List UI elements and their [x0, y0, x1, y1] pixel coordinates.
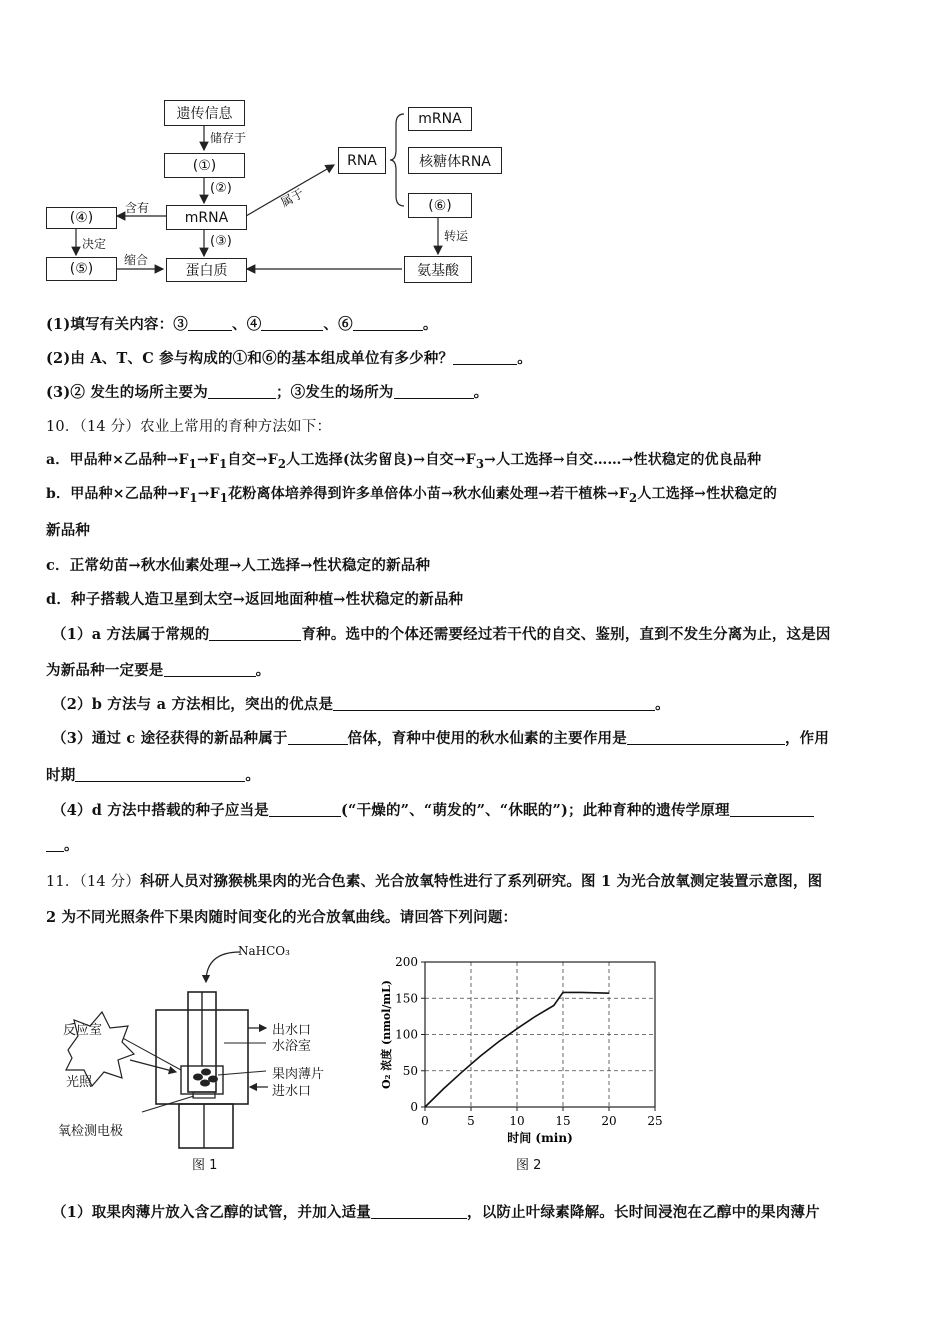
- fruit-slice-label: 果肉薄片: [272, 1067, 325, 1082]
- condense-label: 缩合: [124, 253, 149, 267]
- rna-type-mrna: mRNA: [408, 107, 472, 131]
- electrode-label: 氧检测电极: [58, 1124, 124, 1139]
- q11-sub1: （1）取果肉薄片放入含乙醇的试管，并加入适量 ，以防止叶绿素降解。长时间浸泡在乙醇中的果肉薄片: [52, 1204, 820, 1221]
- water-bath-label: 水浴室: [272, 1039, 312, 1054]
- apparatus-drawing: [30, 940, 360, 1180]
- amino-acid-box: 氨基酸: [404, 256, 472, 283]
- blank[interactable]: [394, 384, 474, 399]
- x-tick-label: 20: [601, 1114, 617, 1128]
- q10-method-b-cont: 新品种: [46, 522, 91, 539]
- outlet-label: 出水口: [272, 1023, 312, 1038]
- blank[interactable]: [46, 837, 64, 852]
- q10-method-a: a．甲品种×乙品种$\to F_1\to F_1$自交$\to F_2$人工选择(汰劣留良)→自交$\to F_3\to$人工选择→自交……→性状稳定的优良品种: [46, 452, 762, 471]
- q10-method-d: d．种子搭载人造卫星到太空→返回地面种植→性状稳定的新品种: [46, 591, 464, 608]
- q9-part3: (3)② 发生的场所主要为 ；③发生的场所为 。: [46, 384, 489, 401]
- inlet-label: 进水口: [272, 1084, 312, 1099]
- blank[interactable]: [353, 316, 423, 331]
- rna-type-6: (⑥): [408, 193, 472, 218]
- blank[interactable]: [730, 802, 814, 817]
- q10-sub4-cont: 。: [46, 834, 79, 855]
- q10-sub1: （1）a 方法属于常规的 育种。选中的个体还需要经过若干代的自交、鉴别，直到不发生分离为止，这是因: [52, 626, 831, 643]
- box-5: (⑤): [46, 257, 117, 281]
- y-tick-label: 50: [402, 1063, 418, 1078]
- blank[interactable]: [269, 802, 341, 817]
- q10-method-c: c．正常幼苗→秋水仙素处理→人工选择→性状稳定的新品种: [46, 557, 431, 574]
- o2-concentration-chart: [360, 945, 680, 1150]
- q10-sub3: （3）通过 c 途径获得的新品种属于 倍体，育种中使用的秋水仙素的主要作用是 ，作用: [52, 730, 830, 747]
- y-tick-label: 200: [395, 955, 418, 969]
- blank[interactable]: [209, 626, 301, 641]
- y-tick-label: 100: [395, 1027, 418, 1042]
- x-axis-label: 时间 (min): [507, 1131, 573, 1145]
- figure-2-caption: 图 2: [516, 1158, 542, 1173]
- belongs-to-label: 属于: [278, 186, 307, 210]
- q10-sub2: （2）b 方法与 a 方法相比，突出的优点是 。: [52, 696, 670, 713]
- blank[interactable]: [371, 1204, 467, 1219]
- decides-label: 决定: [82, 237, 107, 251]
- x-tick-label: 5: [467, 1114, 475, 1128]
- protein-box: 蛋白质: [166, 258, 247, 282]
- q11-intro-line1: 11．（14 分）科研人员对猕猴桃果肉的光合色素、光合放氧特性进行了系列研究。图 1 为光合放氧测定装置示意图，图: [46, 873, 823, 890]
- mrna-box: mRNA: [166, 205, 247, 230]
- x-tick-label: 0: [421, 1114, 429, 1128]
- blank[interactable]: [453, 350, 517, 365]
- blank[interactable]: [288, 730, 348, 745]
- rna-box: RNA: [338, 147, 386, 174]
- blank[interactable]: [164, 662, 256, 677]
- x-tick-label: 15: [555, 1114, 571, 1128]
- box-1: (①): [164, 153, 245, 178]
- q10-method-b: b．甲品种×乙品种$\to F_1\to F_1$花粉离体培养得到许多单倍体小苗→秋水仙素处理→若干植株$\to F_2$人工选择→性状稳定的: [46, 486, 778, 505]
- q10-header: 10．（14 分）农业上常用的育种方法如下：: [46, 419, 332, 435]
- q10-sub1-cont: 为新品种一定要是 。: [46, 662, 271, 679]
- blank[interactable]: [333, 696, 655, 711]
- figure-1-caption: 图 1: [192, 1158, 218, 1173]
- q9-part2: (2)由 A、T、C 参与构成的①和⑥的基本组成单位有多少种？ 。: [46, 350, 532, 367]
- rna-type-rrna: 核糖体RNA: [408, 147, 502, 174]
- blank[interactable]: [208, 384, 276, 399]
- transport-label: 转运: [444, 229, 469, 243]
- genetic-info-box: 遗传信息: [164, 100, 245, 126]
- blank[interactable]: [627, 730, 785, 745]
- arrow-2-label: (②): [210, 181, 232, 196]
- blank[interactable]: [188, 316, 232, 331]
- box-4: (④): [46, 207, 117, 229]
- q11-intro-line2: 2 为不同光照条件下果肉随时间变化的光合放氧曲线。请回答下列问题：: [46, 909, 518, 926]
- y-tick-label: 150: [395, 991, 418, 1006]
- blank[interactable]: [75, 767, 245, 782]
- y-tick-label: 0: [410, 1100, 418, 1114]
- y-axis-label: O₂ 浓度 (nmol/mL): [380, 979, 393, 1090]
- q10-sub4: （4）d 方法中搭载的种子应当是 (“干燥的”、“萌发的”、“休眠的”)；此种育种的遗传学原理: [52, 799, 814, 820]
- stored-in-label: 储存于: [210, 131, 247, 145]
- x-tick-label: 10: [509, 1114, 525, 1128]
- q9-part1: (1)填写有关内容：③ 、④ 、⑥ 。: [46, 316, 438, 333]
- arrow-3-label: (③): [210, 234, 232, 249]
- contains-label: 含有: [125, 201, 150, 215]
- blank[interactable]: [261, 316, 323, 331]
- nahco3-label: NaHCO₃: [238, 944, 290, 958]
- x-tick-label: 25: [647, 1114, 663, 1128]
- q10-sub3-cont: 时期 。: [46, 767, 261, 784]
- reaction-chamber-label: 反应室: [63, 1023, 103, 1038]
- light-label: 光照: [66, 1075, 93, 1090]
